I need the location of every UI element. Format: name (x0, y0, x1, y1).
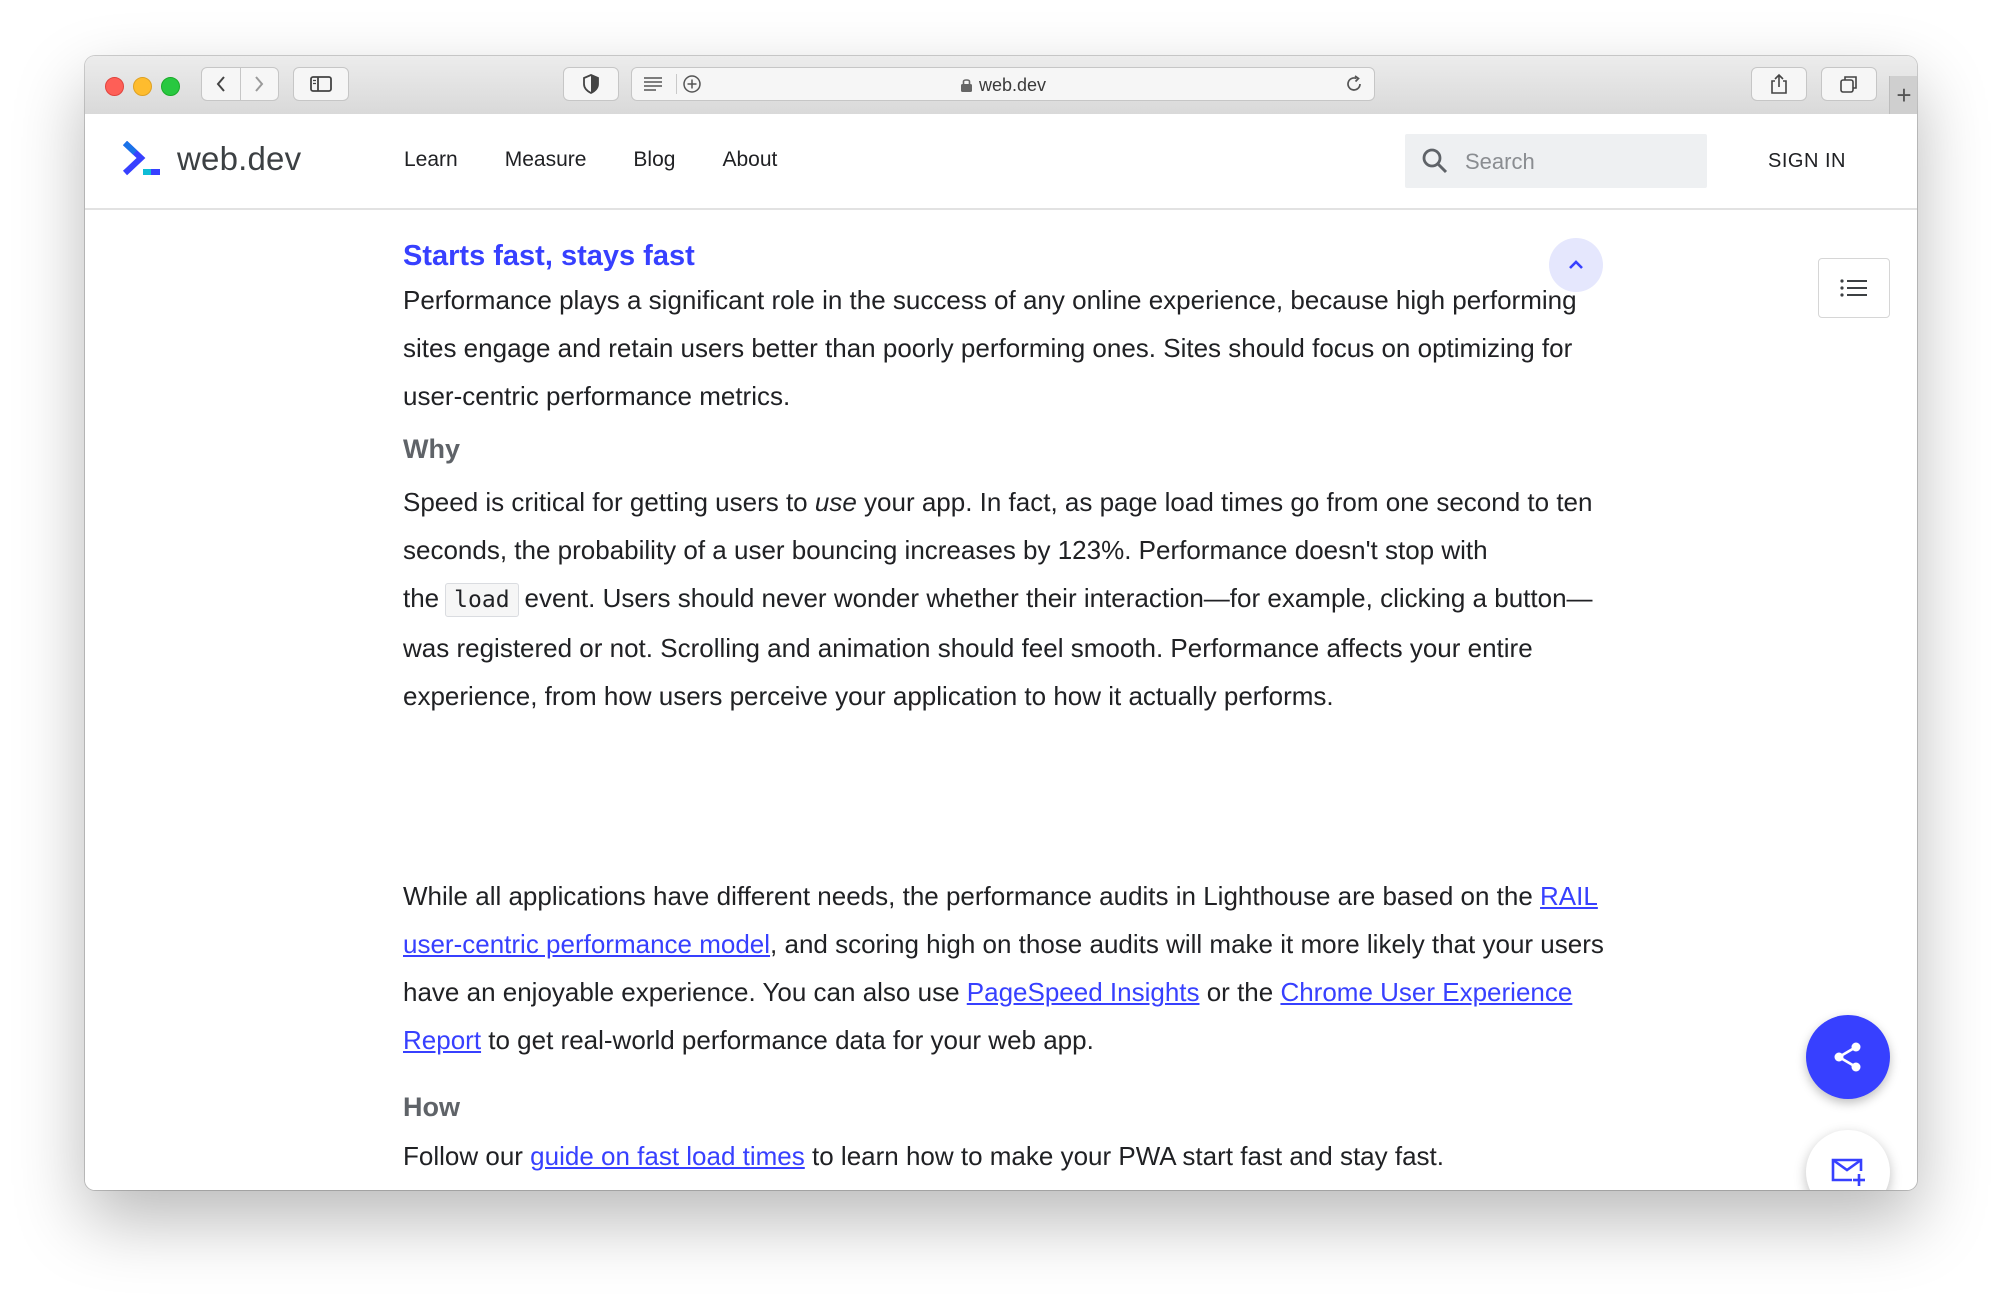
show-sidebar-button[interactable] (293, 67, 349, 101)
search-icon (1421, 147, 1449, 175)
list-icon (1840, 279, 1868, 297)
why-paragraph-2: While all applications have different needs, the performance audits in Lighthouse are based on the RAIL user-centric performance model, and scoring high on those audits will make it more likely that your users have an enjoyable experience. You can also use PageSpeed Insights or the Chrome User Experience Report to get real-world performance data for your web app. (403, 881, 1604, 1055)
site-logo[interactable] (121, 140, 301, 178)
share-fab-icon (1831, 1040, 1865, 1074)
rail-model-link[interactable]: RAIL user-centric performance model (403, 881, 1598, 959)
url-text: web.dev (978, 75, 1047, 95)
article-content (85, 210, 1917, 1190)
tab-overview-button[interactable] (1821, 67, 1877, 101)
url-display[interactable] (632, 75, 1374, 96)
sign-in-button[interactable]: SIGN IN (1768, 150, 1846, 172)
main-nav (404, 148, 824, 172)
maximize-window-button[interactable] (161, 77, 180, 96)
back-button[interactable] (202, 68, 240, 100)
intro-paragraph: Performance plays a significant role in the success of any online experience, because high performing sites engage and retain users better than poorly performing ones. Sites should focus on optimizing for user-centric performance metrics. (403, 285, 1577, 411)
share-toolbar-button[interactable] (1751, 67, 1807, 101)
privacy-report-button[interactable] (563, 67, 619, 101)
why-paragraph-1: Speed is critical for getting users to use your app. In fact, as page load times go from one second to ten seconds, the probability of a user bouncing increases by 123%. Performance doesn't stop with the load event. Users should never wonder whether their interaction—for example, clicking a button—was registered or not. Scrolling and animation should feel smooth. Performance affects your entire experience, from how users perceive your application to how it actually performs. (403, 487, 1593, 711)
forward-button[interactable] (240, 68, 278, 100)
minimize-window-button[interactable] (133, 77, 152, 96)
address-bar[interactable] (631, 67, 1375, 101)
logo-text: web.dev (177, 140, 302, 177)
section-title: Starts fast, stays fast (403, 240, 695, 272)
forward-icon (253, 75, 265, 93)
crux-report-link[interactable]: Chrome User Experience Report (403, 977, 1573, 1055)
fast-load-guide-link[interactable]: guide on fast load times (530, 1141, 805, 1171)
table-of-contents-button[interactable] (1818, 258, 1890, 318)
browser-window (85, 56, 1917, 1190)
how-paragraph: Follow our guide on fast load times to learn how to make your PWA start fast and stay fast. (403, 1141, 1444, 1171)
lock-icon (960, 77, 973, 93)
reload-button[interactable] (1344, 74, 1364, 99)
browser-toolbar (85, 56, 1917, 115)
why-heading: Why (403, 434, 460, 464)
back-icon (215, 75, 227, 93)
tabs-icon (1839, 74, 1859, 94)
mail-add-icon (1830, 1156, 1866, 1188)
share-fab-button[interactable] (1806, 1015, 1890, 1099)
nav-blog[interactable]: Blog (633, 148, 676, 171)
search-box[interactable] (1405, 134, 1707, 188)
chevron-up-icon (1567, 259, 1585, 271)
close-window-button[interactable] (105, 77, 124, 96)
web-dev-logo-icon (121, 141, 163, 177)
how-heading: How (403, 1092, 460, 1122)
subscribe-fab-button[interactable] (1806, 1130, 1890, 1190)
site-header (85, 114, 1917, 210)
nav-about[interactable]: About (722, 148, 778, 171)
search-input[interactable] (1463, 146, 1697, 178)
history-nav (201, 67, 279, 101)
shield-icon (582, 74, 600, 94)
reload-icon (1344, 74, 1364, 94)
nav-learn[interactable]: Learn (404, 148, 458, 171)
share-icon (1770, 73, 1788, 95)
code-load: load (445, 583, 518, 617)
new-tab-button[interactable]: + (1889, 76, 1917, 114)
sidebar-icon (310, 76, 332, 92)
pagespeed-insights-link[interactable]: PageSpeed Insights (966, 977, 1200, 1007)
nav-measure[interactable]: Measure (504, 148, 587, 171)
